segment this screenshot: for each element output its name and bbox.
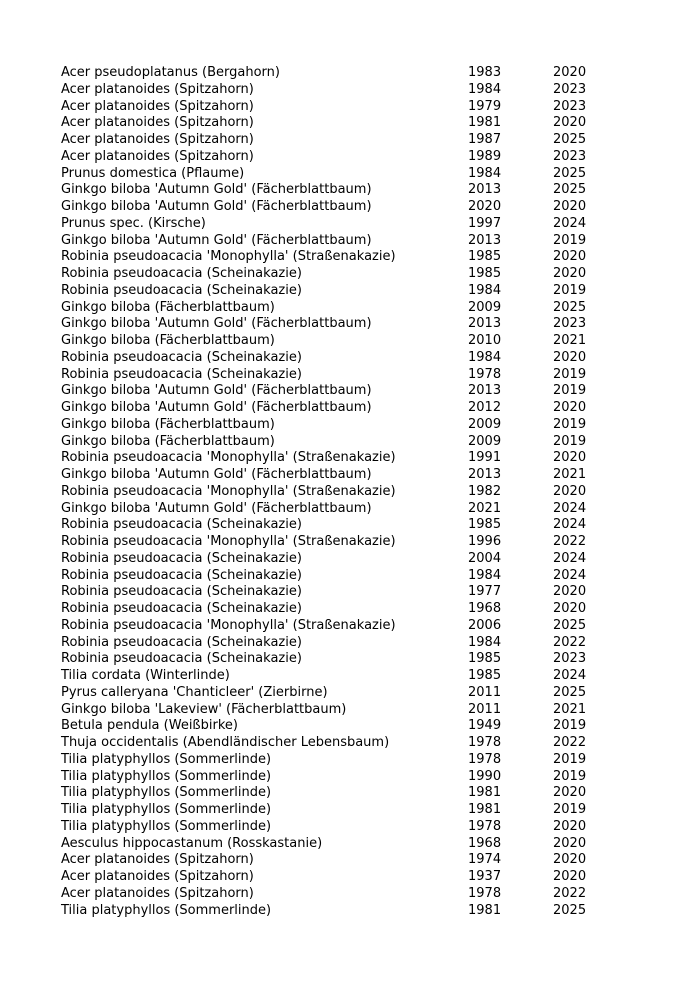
table-row	[61, 199, 621, 216]
planting-year-cell: 2006	[468, 617, 502, 633]
table-row	[61, 685, 621, 702]
inspection-year-cell: 2023	[553, 98, 587, 114]
table-row	[61, 836, 621, 853]
tree-species-cell: Ginkgo biloba 'Autumn Gold' (Fächerblattbaum)	[61, 199, 372, 214]
table-row	[61, 166, 621, 183]
planting-year-cell: 2009	[468, 416, 502, 432]
table-row	[61, 266, 621, 283]
planting-year-cell: 1968	[468, 835, 502, 851]
table-row	[61, 903, 621, 920]
planting-year-cell: 1981	[468, 802, 502, 817]
tree-species-cell: Robinia pseudoacacia (Scheinakazie)	[61, 282, 302, 298]
table-row	[61, 601, 621, 618]
inspection-year-cell: 2024	[553, 567, 587, 583]
tree-species-cell: Robinia pseudoacacia (Scheinakazie)	[61, 550, 302, 566]
planting-year-cell: 1983	[468, 65, 502, 80]
tree-species-cell: Tilia platyphyllos (Sommerlinde)	[61, 818, 272, 834]
table-row	[61, 434, 621, 451]
planting-year-cell: 2020	[468, 199, 502, 214]
planting-year-cell: 1996	[468, 534, 502, 549]
planting-year-cell: 1978	[468, 751, 502, 767]
tree-species-cell: Robinia pseudoacacia (Scheinakazie)	[61, 349, 302, 365]
tree-species-cell: Robinia pseudoacacia (Scheinakazie)	[61, 567, 302, 583]
table-row	[61, 551, 621, 568]
tree-species-cell: Ginkgo biloba 'Autumn Gold' (Fächerblattbaum)	[61, 383, 372, 399]
tree-species-cell: Robinia pseudoacacia (Scheinakazie)	[61, 601, 302, 616]
planting-year-cell: 1978	[468, 818, 502, 834]
tree-species-cell: Acer platanoides (Spitzahorn)	[61, 132, 254, 147]
tree-species-cell: Ginkgo biloba (Fächerblattbaum)	[61, 416, 275, 432]
planting-year-cell: 1984	[468, 349, 502, 365]
table-row	[61, 869, 621, 886]
planting-year-cell: 2021	[468, 500, 502, 516]
planting-year-cell: 2013	[468, 232, 502, 248]
planting-year-cell: 1984	[468, 567, 502, 583]
planting-year-cell: 1978	[468, 366, 502, 382]
inspection-year-cell: 2022	[553, 634, 587, 650]
planting-year-cell: 2013	[468, 383, 502, 399]
table-row	[61, 350, 621, 367]
table-row	[61, 450, 621, 467]
planting-year-cell: 1968	[468, 601, 502, 616]
inspection-year-cell: 2020	[553, 869, 587, 884]
tree-species-cell: Ginkgo biloba 'Autumn Gold' (Fächerblattbaum)	[61, 232, 372, 248]
planting-year-cell: 2009	[468, 433, 502, 449]
table-row	[61, 752, 621, 769]
inspection-year-cell: 2025	[553, 165, 587, 181]
table-row	[61, 367, 621, 384]
table-row	[61, 65, 621, 82]
table-row	[61, 568, 621, 585]
tree-species-cell: Ginkgo biloba (Fächerblattbaum)	[61, 333, 275, 348]
planting-year-cell: 1984	[468, 81, 502, 97]
table-row	[61, 316, 621, 333]
planting-year-cell: 1987	[468, 132, 502, 147]
inspection-year-cell: 2020	[553, 601, 587, 616]
tree-species-cell: Ginkgo biloba 'Autumn Gold' (Fächerblattbaum)	[61, 500, 372, 516]
table-row	[61, 668, 621, 685]
tree-species-cell: Robinia pseudoacacia 'Monophylla' (Straßenakazie)	[61, 450, 396, 466]
tree-species-cell: Acer platanoides (Spitzahorn)	[61, 852, 254, 868]
planting-year-cell: 1985	[468, 651, 502, 667]
inspection-year-cell: 2023	[553, 651, 587, 667]
tree-species-cell: Tilia platyphyllos (Sommerlinde)	[61, 751, 272, 767]
table-row	[61, 233, 621, 250]
planting-year-cell: 1981	[468, 785, 502, 801]
inspection-year-cell: 2022	[553, 534, 587, 549]
inspection-year-cell: 2023	[553, 148, 587, 164]
planting-year-cell: 1981	[468, 902, 502, 918]
inspection-year-cell: 2022	[553, 885, 587, 901]
table-row	[61, 802, 621, 819]
table-row	[61, 182, 621, 199]
table-row	[61, 99, 621, 116]
tree-species-cell: Ginkgo biloba 'Autumn Gold' (Fächerblattbaum)	[61, 400, 372, 415]
table-row	[61, 249, 621, 266]
planting-year-cell: 2004	[468, 550, 502, 566]
tree-species-cell: Acer pseudoplatanus (Bergahorn)	[61, 65, 280, 80]
planting-year-cell: 1997	[468, 215, 502, 231]
table-row	[61, 400, 621, 417]
tree-species-cell: Acer platanoides (Spitzahorn)	[61, 885, 254, 901]
table-row	[61, 635, 621, 652]
tree-species-cell: Ginkgo biloba (Fächerblattbaum)	[61, 433, 275, 449]
tree-species-cell: Thuja occidentalis (Abendländischer Lebensbaum)	[61, 735, 390, 750]
planting-year-cell: 1978	[468, 885, 502, 901]
inspection-year-cell: 2024	[553, 550, 587, 566]
planting-year-cell: 1991	[468, 450, 502, 466]
tree-species-cell: Prunus domestica (Pflaume)	[61, 165, 245, 181]
table-row	[61, 283, 621, 300]
table-row	[61, 417, 621, 434]
tree-species-cell: Robinia pseudoacacia (Scheinakazie)	[61, 517, 302, 533]
table-row	[61, 618, 621, 635]
inspection-year-cell: 2019	[553, 416, 587, 432]
table-row	[61, 216, 621, 233]
planting-year-cell: 1984	[468, 165, 502, 181]
planting-year-cell: 1984	[468, 282, 502, 298]
planting-year-cell: 1985	[468, 668, 502, 683]
inspection-year-cell: 2023	[553, 316, 587, 332]
table-row	[61, 886, 621, 903]
tree-species-cell: Tilia platyphyllos (Sommerlinde)	[61, 802, 272, 817]
tree-species-cell: Robinia pseudoacacia 'Monophylla' (Straßenakazie)	[61, 534, 396, 549]
table-row	[61, 383, 621, 400]
table-row	[61, 769, 621, 786]
inspection-year-cell: 2020	[553, 349, 587, 365]
tree-species-cell: Aesculus hippocastanum (Rosskastanie)	[61, 835, 323, 851]
inspection-year-cell: 2019	[553, 282, 587, 298]
planting-year-cell: 1979	[468, 98, 502, 114]
planting-year-cell: 1990	[468, 768, 502, 784]
table-row	[61, 819, 621, 836]
table-row	[61, 534, 621, 551]
tree-species-cell: Robinia pseudoacacia (Scheinakazie)	[61, 584, 302, 600]
tree-species-cell: Ginkgo biloba 'Autumn Gold' (Fächerblattbaum)	[61, 182, 372, 198]
inspection-year-cell: 2019	[553, 751, 587, 767]
inspection-year-cell: 2025	[553, 132, 587, 147]
inspection-year-cell: 2024	[553, 215, 587, 231]
inspection-year-cell: 2021	[553, 701, 587, 717]
planting-year-cell: 1977	[468, 584, 502, 600]
tree-species-cell: Ginkgo biloba 'Lakeview' (Fächerblattbaum)	[61, 701, 347, 717]
tree-species-cell: Tilia platyphyllos (Sommerlinde)	[61, 785, 272, 801]
inspection-year-cell: 2020	[553, 400, 587, 415]
planting-year-cell: 1985	[468, 266, 502, 281]
planting-year-cell: 2013	[468, 316, 502, 332]
table-row	[61, 517, 621, 534]
planting-year-cell: 2010	[468, 333, 502, 348]
inspection-year-cell: 2020	[553, 818, 587, 834]
planting-year-cell: 1937	[468, 869, 502, 884]
inspection-year-cell: 2020	[553, 483, 587, 499]
tree-species-cell: Tilia platyphyllos (Sommerlinde)	[61, 902, 272, 918]
planting-year-cell: 1982	[468, 483, 502, 499]
tree-species-cell: Robinia pseudoacacia (Scheinakazie)	[61, 651, 302, 667]
tree-species-cell: Prunus spec. (Kirsche)	[61, 215, 206, 231]
inspection-year-cell: 2025	[553, 902, 587, 918]
tree-species-cell: Ginkgo biloba 'Autumn Gold' (Fächerblattbaum)	[61, 467, 372, 482]
planting-year-cell: 1949	[468, 718, 502, 734]
table-row	[61, 300, 621, 317]
tree-species-cell: Robinia pseudoacacia (Scheinakazie)	[61, 366, 302, 382]
planting-year-cell: 1981	[468, 115, 502, 131]
inspection-year-cell: 2020	[553, 249, 587, 265]
tree-species-cell: Acer platanoides (Spitzahorn)	[61, 81, 254, 97]
tree-species-cell: Ginkgo biloba (Fächerblattbaum)	[61, 299, 275, 315]
inspection-year-cell: 2019	[553, 718, 587, 734]
inspection-year-cell: 2019	[553, 383, 587, 399]
table-row	[61, 82, 621, 99]
table-row	[61, 785, 621, 802]
inspection-year-cell: 2021	[553, 333, 587, 348]
table-row	[61, 333, 621, 350]
tree-species-cell: Acer platanoides (Spitzahorn)	[61, 148, 254, 164]
tree-species-cell: Robinia pseudoacacia (Scheinakazie)	[61, 634, 302, 650]
planting-year-cell: 1978	[468, 735, 502, 750]
table-row	[61, 584, 621, 601]
inspection-year-cell: 2020	[553, 266, 587, 281]
inspection-year-cell: 2022	[553, 735, 587, 750]
inspection-year-cell: 2024	[553, 517, 587, 533]
inspection-year-cell: 2019	[553, 802, 587, 817]
inspection-year-cell: 2025	[553, 617, 587, 633]
table-row	[61, 115, 621, 132]
inspection-year-cell: 2019	[553, 768, 587, 784]
table-row	[61, 651, 621, 668]
inspection-year-cell: 2024	[553, 500, 587, 516]
table-row	[61, 484, 621, 501]
inspection-year-cell: 2019	[553, 366, 587, 382]
tree-species-cell: Betula pendula (Weißbirke)	[61, 718, 238, 734]
planting-year-cell: 2013	[468, 182, 502, 198]
inspection-year-cell: 2025	[553, 684, 587, 700]
inspection-year-cell: 2024	[553, 668, 587, 683]
tree-species-cell: Ginkgo biloba 'Autumn Gold' (Fächerblattbaum)	[61, 316, 372, 332]
table-row	[61, 718, 621, 735]
planting-year-cell: 1985	[468, 249, 502, 265]
inspection-year-cell: 2020	[553, 785, 587, 801]
inspection-year-cell: 2019	[553, 433, 587, 449]
inspection-year-cell: 2019	[553, 232, 587, 248]
planting-year-cell: 2012	[468, 400, 502, 415]
tree-species-cell: Robinia pseudoacacia (Scheinakazie)	[61, 266, 302, 281]
planting-year-cell: 2011	[468, 701, 502, 717]
tree-species-cell: Pyrus calleryana 'Chanticleer' (Zierbirne)	[61, 684, 328, 700]
tree-species-cell: Robinia pseudoacacia 'Monophylla' (Straßenakazie)	[61, 483, 396, 499]
planting-year-cell: 2009	[468, 299, 502, 315]
planting-year-cell: 2013	[468, 467, 502, 482]
inspection-year-cell: 2020	[553, 115, 587, 131]
table-row	[61, 467, 621, 484]
inspection-year-cell: 2020	[553, 584, 587, 600]
planting-year-cell: 1989	[468, 148, 502, 164]
table-row	[61, 852, 621, 869]
planting-year-cell: 1974	[468, 852, 502, 868]
inspection-year-cell: 2020	[553, 450, 587, 466]
table-row	[61, 735, 621, 752]
inspection-year-cell: 2020	[553, 835, 587, 851]
table-row	[61, 501, 621, 518]
inspection-year-cell: 2020	[553, 852, 587, 868]
table-row	[61, 702, 621, 719]
tree-species-cell: Acer platanoides (Spitzahorn)	[61, 98, 254, 114]
tree-species-cell: Tilia platyphyllos (Sommerlinde)	[61, 768, 272, 784]
tree-table	[61, 65, 621, 919]
inspection-year-cell: 2020	[553, 199, 587, 214]
table-row	[61, 149, 621, 166]
table-row	[61, 132, 621, 149]
tree-species-cell: Robinia pseudoacacia 'Monophylla' (Straßenakazie)	[61, 617, 396, 633]
inspection-year-cell: 2025	[553, 182, 587, 198]
inspection-year-cell: 2025	[553, 299, 587, 315]
planting-year-cell: 1985	[468, 517, 502, 533]
tree-species-cell: Acer platanoides (Spitzahorn)	[61, 115, 254, 131]
planting-year-cell: 2011	[468, 684, 502, 700]
tree-species-cell: Robinia pseudoacacia 'Monophylla' (Straßenakazie)	[61, 249, 396, 265]
inspection-year-cell: 2023	[553, 81, 587, 97]
tree-species-cell: Tilia cordata (Winterlinde)	[61, 668, 230, 683]
inspection-year-cell: 2021	[553, 467, 587, 482]
inspection-year-cell: 2020	[553, 65, 587, 80]
planting-year-cell: 1984	[468, 634, 502, 650]
tree-species-cell: Acer platanoides (Spitzahorn)	[61, 869, 254, 884]
